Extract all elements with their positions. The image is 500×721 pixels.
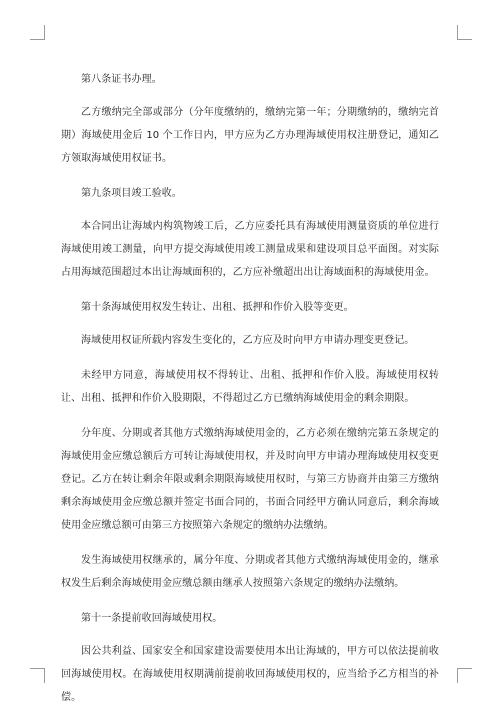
- article-11-heading: 第十一条提前收回海域使用权。: [81, 613, 223, 624]
- article-10-paragraph-1: 海域使用权证所载内容发生变化的，乙方应及时向甲方申请办理变更登记。: [81, 335, 415, 346]
- crop-mark-bottom-right: [457, 668, 472, 683]
- article-10-heading: 第十条海域使用权发生转让、出租、抵押和作价入股等变更。: [81, 302, 354, 313]
- article-9-paragraph-1: 本合同出让海域内构筑物竣工后，乙方应委托具有海域使用测量资质的单位进行海域使用竣工测量，向甲方提交海域使用竣工测量成果和建设项目总平面图。对实际占用海域范围超过本出让海域面积的，乙方应补缴超出出让海域面积的海域使用金。: [61, 221, 439, 278]
- crop-mark-top-left: [30, 25, 45, 40]
- article-8-paragraph-1: 乙方缴纳完全部或部分（分年度缴纳的，缴纳完第一年；分期缴纳的，缴纳完首期）海域使用金后 10 个工作日内，甲方应为乙方办理海域使用权注册登记，通知乙方领取海域使用权证书。: [61, 107, 439, 164]
- article-11-paragraph-1: 因公共利益、国家安全和国家建设需要使用本出让海域的，甲方可以依法提前收回海域使用权。在海域使用权期满前提前收回海域使用权的，应当给予乙方相当的补偿。: [61, 646, 439, 703]
- article-9-heading: 第九条项目竣工验收。: [81, 188, 182, 199]
- article-8-heading: 第八条证书办理。: [81, 74, 162, 85]
- crop-mark-top-right: [457, 25, 472, 40]
- crop-mark-bottom-left: [30, 668, 45, 683]
- article-10-paragraph-3: 分年度、分期或者其他方式缴纳海域使用金的，乙方必须在缴纳完第五条规定的海域使用金应缴总额后方可转让海域使用权，并及时向甲方申请办理海域使用权变更登记。乙方在转让剩余年限或剩余期限海域使用权时，与第三方协商并由第三方缴纳剩余海域使用金应缴总额并签定书面合同的，书面合同经甲方确认同意后，剩余海域使用金应缴总额可由第三方按照第六条规定的缴纳办法缴纳。: [61, 428, 439, 531]
- article-10-paragraph-4: 发生海域使用权继承的，属分年度、分期或者其他方式缴纳海域使用金的，继承权发生后剩余海域使用金应缴总额由继承人按照第六条规定的缴纳办法缴纳。: [61, 555, 439, 589]
- document-body: [61, 68, 439, 721]
- article-10-paragraph-2: 未经甲方同意，海域使用权不得转让、出租、抵押和作价入股。海域使用权转让、出租、抵押和作价入股期限，不得超过乙方已缴纳海域使用金的剩余期限。: [61, 370, 439, 404]
